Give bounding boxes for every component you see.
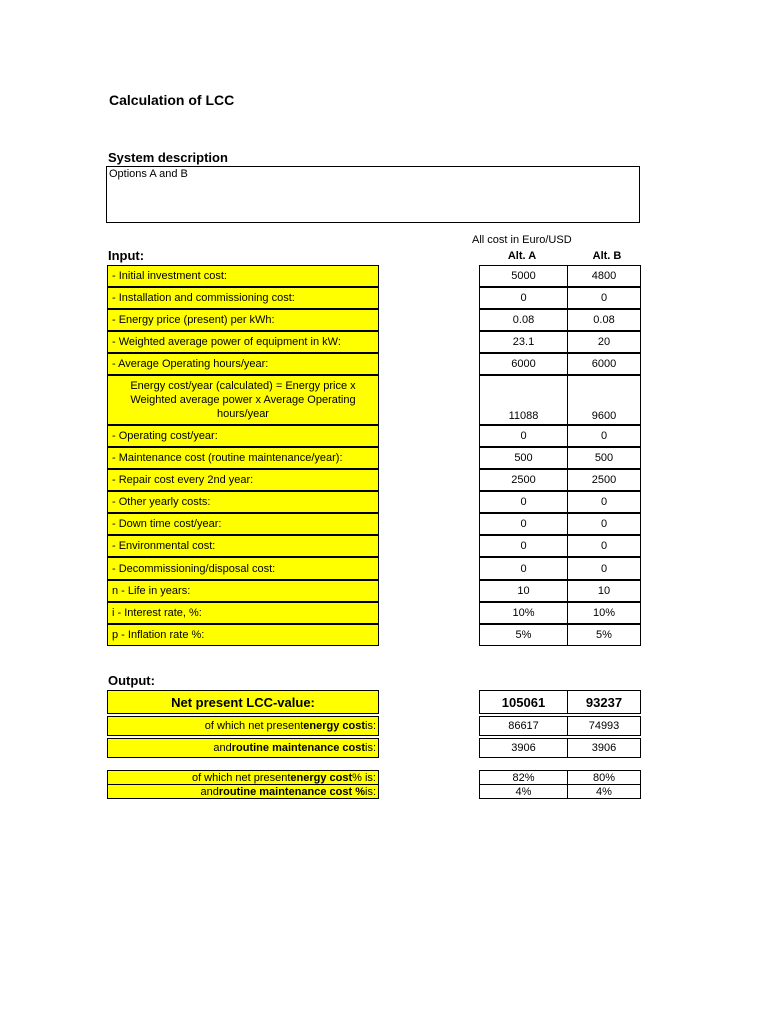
column-header-alt-b: Alt. B — [592, 250, 622, 262]
input-row-label: - Weighted average power of equipment in kW: — [107, 331, 379, 353]
input-row-alt-a[interactable]: 23.1 — [479, 331, 568, 353]
input-row-alt-a[interactable]: 2500 — [479, 469, 568, 491]
currency-note: All cost in Euro/USD — [472, 234, 572, 246]
input-row-label: i - Interest rate, %: — [107, 602, 379, 624]
input-row-alt-a[interactable]: 0 — [479, 513, 568, 535]
input-row-alt-b[interactable]: 500 — [567, 447, 641, 469]
input-row-alt-b[interactable]: 10% — [567, 602, 641, 624]
input-row-label: - Other yearly costs: — [107, 491, 379, 513]
system-description-text: Options A and B — [109, 168, 188, 180]
input-row-alt-b[interactable]: 0 — [567, 425, 641, 447]
maintenance-cost-label-post: is: — [365, 742, 376, 754]
input-heading: Input: — [108, 248, 145, 263]
input-row-label: - Average Operating hours/year: — [107, 353, 379, 375]
npv-alt-b[interactable]: 93237 — [567, 690, 641, 714]
energy-cost-pct-alt-a[interactable]: 82% — [479, 770, 568, 785]
input-row-alt-a[interactable]: 10% — [479, 602, 568, 624]
input-row-label: - Decommissioning/disposal cost: — [107, 557, 379, 580]
input-row-alt-a[interactable]: 0.08 — [479, 309, 568, 331]
maintenance-cost-pct-label — [107, 784, 379, 799]
maintenance-cost-pct-alt-b[interactable]: 4% — [567, 784, 641, 799]
energy-cost-alt-a[interactable]: 86617 — [479, 716, 568, 736]
input-row-alt-a[interactable]: 0 — [479, 557, 568, 580]
energy-cost-label — [107, 716, 379, 736]
npv-label: Net present LCC-value: — [107, 690, 379, 714]
input-row-label: - Operating cost/year: — [107, 425, 379, 447]
system-description-heading: System description — [108, 150, 228, 165]
maintenance-cost-pct-alt-a[interactable]: 4% — [479, 784, 568, 799]
input-row-alt-a[interactable]: 5000 — [479, 265, 568, 287]
input-row-alt-a[interactable]: 0 — [479, 491, 568, 513]
input-row-label: p - Inflation rate %: — [107, 624, 379, 646]
maintenance-cost-pct-label-pre: and — [200, 785, 219, 798]
input-row-alt-b[interactable]: 10 — [567, 580, 641, 602]
energy-cost-pct-label-bold: energy cost — [290, 771, 353, 784]
energy-cost-label-post: is: — [365, 720, 376, 732]
input-row-alt-b[interactable]: 20 — [567, 331, 641, 353]
input-row-alt-b[interactable]: 0 — [567, 287, 641, 309]
input-row-alt-b[interactable]: 5% — [567, 624, 641, 646]
maintenance-cost-alt-a[interactable]: 3906 — [479, 738, 568, 758]
energy-cost-pct-label-post: % is: — [352, 771, 376, 784]
maintenance-cost-alt-b[interactable]: 3906 — [567, 738, 641, 758]
npv-alt-a[interactable]: 105061 — [479, 690, 568, 714]
input-row-alt-a[interactable]: 0 — [479, 287, 568, 309]
input-row-alt-b[interactable]: 0 — [567, 557, 641, 580]
input-row-alt-a[interactable]: 0 — [479, 535, 568, 557]
input-row-alt-a[interactable]: 10 — [479, 580, 568, 602]
energy-cost-pct-alt-b[interactable]: 80% — [567, 770, 641, 785]
energy-cost-label-pre: of which net present — [204, 720, 304, 732]
input-row-label: - Energy price (present) per kWh: — [107, 309, 379, 331]
energy-cost-pct-label-pre: of which net present — [191, 771, 291, 784]
input-row-alt-a[interactable]: 500 — [479, 447, 568, 469]
input-row-alt-a[interactable]: 5% — [479, 624, 568, 646]
input-row-label: - Installation and commissioning cost: — [107, 287, 379, 309]
input-row-label: - Repair cost every 2nd year: — [107, 469, 379, 491]
input-row-alt-b[interactable]: 0.08 — [567, 309, 641, 331]
input-row-alt-b[interactable]: 0 — [567, 491, 641, 513]
column-header-alt-a: Alt. A — [507, 250, 537, 262]
input-row-alt-b[interactable]: 0 — [567, 513, 641, 535]
input-row-alt-a[interactable]: 6000 — [479, 353, 568, 375]
input-row-alt-a[interactable]: 11088 — [479, 375, 568, 425]
input-row-label: n - Life in years: — [107, 580, 379, 602]
maintenance-cost-label — [107, 738, 379, 758]
input-row-label: - Maintenance cost (routine maintenance/year): — [107, 447, 379, 469]
input-row-label: - Initial investment cost: — [107, 265, 379, 287]
energy-cost-pct-label — [107, 770, 379, 785]
input-row-alt-b[interactable]: 6000 — [567, 353, 641, 375]
page-title: Calculation of LCC — [109, 92, 235, 108]
maintenance-cost-pct-label-bold: routine maintenance cost % — [218, 785, 365, 798]
system-description-box[interactable] — [106, 166, 640, 223]
input-row-alt-b[interactable]: 4800 — [567, 265, 641, 287]
input-row-alt-a[interactable]: 0 — [479, 425, 568, 447]
energy-cost-alt-b[interactable]: 74993 — [567, 716, 641, 736]
input-row-alt-b[interactable]: 0 — [567, 535, 641, 557]
input-row-alt-b[interactable]: 9600 — [567, 375, 641, 425]
output-heading: Output: — [108, 673, 155, 688]
input-row-label: - Environmental cost: — [107, 535, 379, 557]
input-row-label: Energy cost/year (calculated) = Energy price x Weighted average power x Average Operating hours/year — [107, 375, 379, 425]
maintenance-cost-label-bold: routine maintenance cost — [231, 742, 365, 754]
maintenance-cost-label-pre: and — [213, 742, 232, 754]
input-row-alt-b[interactable]: 2500 — [567, 469, 641, 491]
input-row-label: - Down time cost/year: — [107, 513, 379, 535]
energy-cost-label-bold: energy cost — [303, 720, 365, 732]
maintenance-cost-pct-label-post: is: — [365, 785, 376, 798]
